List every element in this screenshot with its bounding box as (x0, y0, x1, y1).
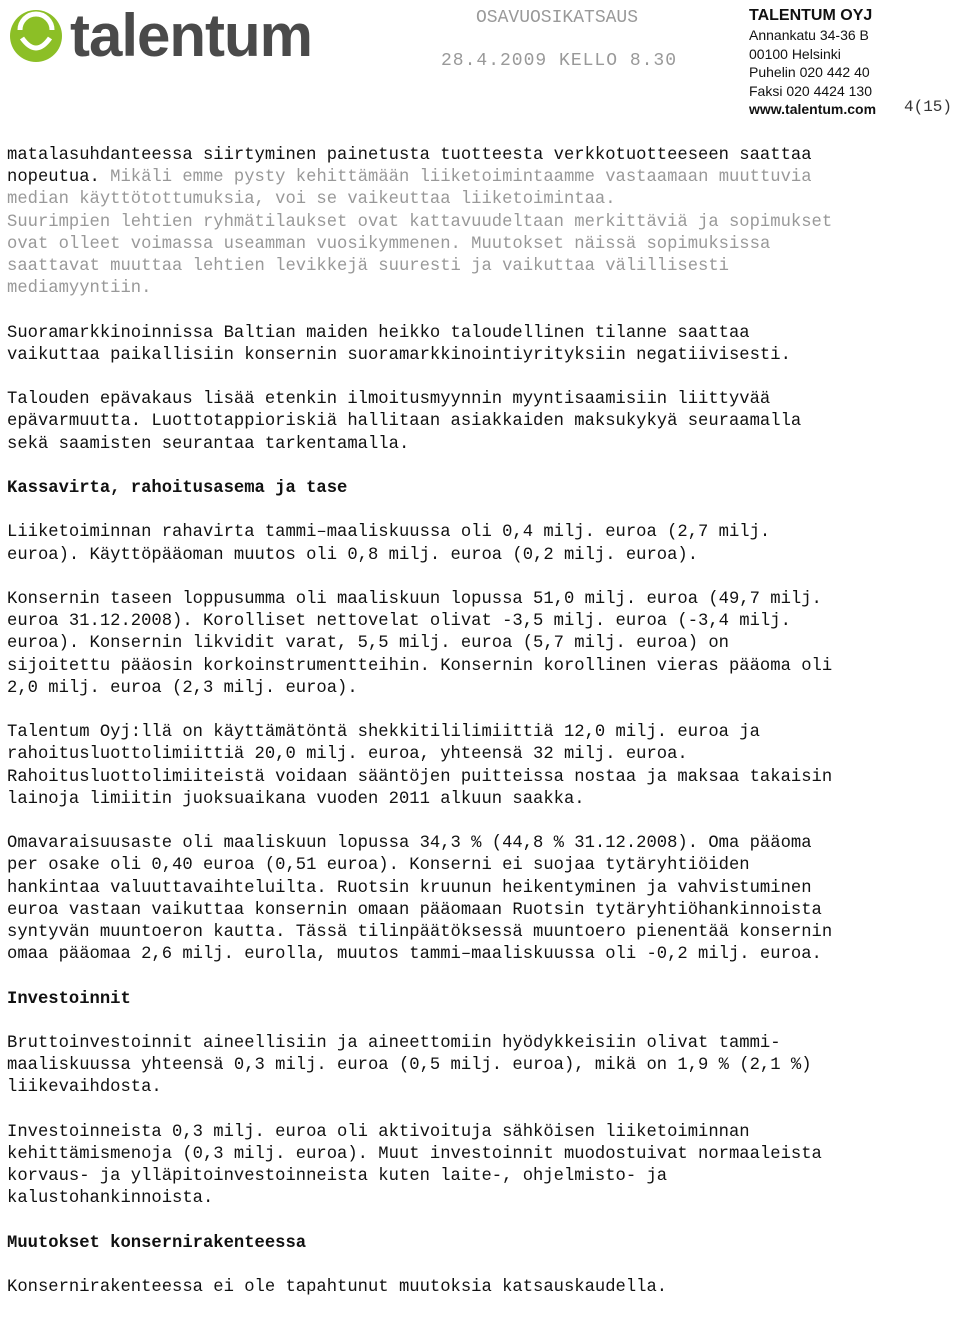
paragraph-group-structure: Konsernirakenteessa ei ole tapahtunut muutoksia katsauskaudella. (7, 1278, 668, 1298)
company-address: Annankatu 34-36 B (749, 27, 869, 43)
heading-cashflow: Kassavirta, rahoitusasema ja tase (7, 479, 348, 498)
company-phone: Puhelin 020 442 40 (749, 64, 870, 81)
company-fax: Faksi 020 4424 130 (749, 82, 872, 99)
company-info (749, 6, 876, 119)
paragraph-direct-marketing: Suoramarkkinoinnissa Baltian maiden heikko taloudellinen tilanne saattaa vaikuttaa paikallisiin konsernin suoramarkkinointiyrityksiin negatiivisesti. (7, 323, 791, 365)
paragraph-risks-black: matalasuhdanteessa siirtyminen painetusta tuotteesta verkkotuotteeseen saattaa nopeutua. (7, 146, 812, 188)
company-name: TALENTUM OYJ (749, 7, 873, 24)
paragraph-gross-investments: Bruttoinvestoinnit aineellisiin ja aineettomiin hyödykkeisiin olivat tammi- maaliskuussa yhteensä 0,3 milj. euroa (0,5 milj. euroa), mikä on 1,9 % (2,1 %) liikevaihdosta. (7, 1033, 812, 1098)
page-header (0, 0, 960, 125)
paragraph-credit-limits: Talentum Oyj:llä on käyttämätöntä shekkitililimiittiä 12,0 milj. euroa ja rahoitusluottolimiittiä 20,0 milj. euroa, yhteensä 32 milj. euroa. Rahoitusluottolimiiteistä voidaan sääntöjen puitteissa nostaa ja maksaa takaisin lainoja limiitin juoksuaikana vuoden 2011 alkuun saakka. (7, 723, 833, 809)
heading-group-structure: Muutokset konsernirakenteessa (7, 1233, 307, 1253)
company-postal: 00100 Helsinki (749, 45, 841, 62)
heading-investments: Investoinnit (7, 989, 131, 1009)
paragraph-risks (7, 145, 955, 300)
report-date: 28.4.2009 KELLO 8.30 (441, 51, 678, 71)
logo-wordmark: talentum (70, 2, 313, 69)
paragraph-balance-sheet: Konsernin taseen loppusumma oli maaliskuun lopussa 51,0 milj. euroa (49,7 milj. euroa 31.12.2008). Korolliset nettovelat olivat -3,5 milj. euroa (-3,4 milj. euroa). Konsernin likvidit varat, 5,5 milj. euroa (5,7 milj. euroa) on sijoitettu pääosin korkoinstrumentteihin. Konsernin korollinen vieras pääoma oli 2,0 milj. euroa (2,3 milj. euroa). (7, 589, 833, 698)
paragraph-investment-details: Investoinneista 0,3 milj. euroa oli aktivoituja sähköisen liiketoiminnan kehittämismenoja (0,3 milj. euroa). Muut investoinnit muodostuivat normaaleista korvaus- ja ylläpitoinvestoinneista kuten laite-, ohjelmisto- ja kalustohankinnoista. (7, 1122, 822, 1209)
talentum-logo (8, 2, 368, 69)
report-type: OSAVUOSIKATSAUS (476, 8, 639, 28)
paragraph-credit-risk: Talouden epävakaus lisää etenkin ilmoitusmyynnin myyntisaamisiin liittyvää epävarmuutta. Luottotappioriskiä hallitaan asiakkaiden maksukykyä seuraamalla sekä saamisten seurantaa tarkentamalla. (7, 390, 802, 454)
company-website: www.talentum.com (749, 101, 877, 118)
talentum-logo-mark-icon (8, 8, 64, 64)
document-body (7, 145, 955, 1322)
paragraph-risks-grey-b: Muutokset näissä sopimuksissa saattavat muuttaa lehtien levikkejä suuresti ja vaikuttaa välillisesti mediamyyntiin. (7, 234, 771, 299)
paragraph-cashflow: Liiketoiminnan rahavirta tammi–maaliskuussa oli 0,4 milj. euroa (2,7 milj. euroa). Käyttöpääoman muutos oli 0,8 milj. euroa (0,2 milj. euroa). (7, 523, 771, 565)
paragraph-equity-ratio: Omavaraisuusaste oli maaliskuun lopussa 34,3 % (44,8 % 31.12.2008). Oma pääoma per osake oli 0,40 euroa (0,51 euroa). Konserni ei suojaa tytäryhtiöiden hankintaa valuuttavaihteluilta. Ruotsin kruunun heikentyminen ja vahvistuminen euroa vastaan vaikuttaa konsernin omaan pääomaan Ruotsin tytäryhtiöhankinnoista syntyvän muuntoeron kautta. Tässä tilinpäätöksessä muuntoero pienentää konsernin omaa pääomaa 2,6 milj. eurolla, muutos tammi–maaliskuussa oli -0,2 milj. euroa. (7, 834, 833, 965)
paragraph-risks-grey-a: Mikäli emme pysty kehittämään liiketoimintaamme vastaamaan muuttuvia median käyttötottumuksia, voi se vaikeuttaa liiketoimintaa. Suurimpien lehtien ryhmätilaukset ovat kattavuudeltaan merkittäviä ja sopimukset ovat olleet voimassa useamman vuosikymmenen. (7, 168, 833, 254)
page-number: 4(15) (904, 98, 953, 116)
